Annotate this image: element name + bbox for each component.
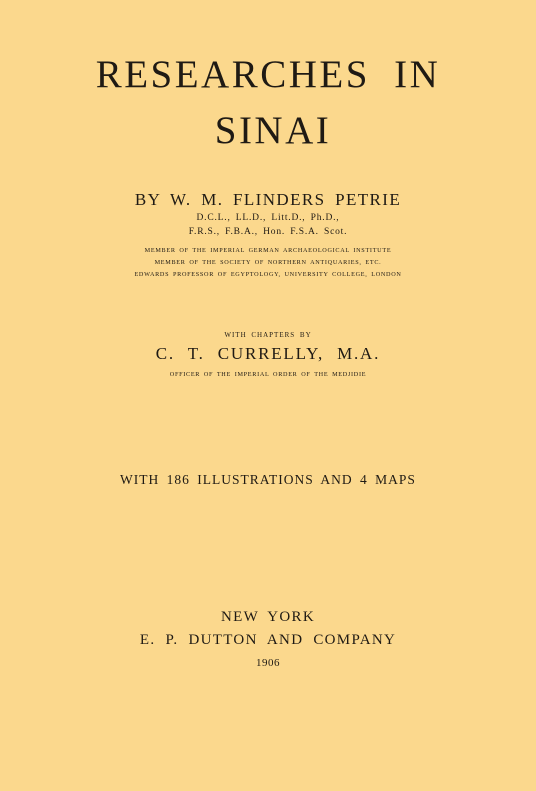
author-name: BY W. M. FLINDERS PETRIE [134,190,402,209]
author-affiliation-2: MEMBER OF THE SOCIETY OF NORTHERN ANTIQUARIES, ETC. [154,259,382,266]
book-title-line-1: RESEARCHES IN [95,53,441,96]
author-degrees-line-2: F.R.S., F.B.A., Hon. F.S.A. Scot. [188,227,348,237]
imprint-year: 1906 [256,657,280,669]
author-affiliation-1: MEMBER OF THE IMPERIAL GERMAN ARCHAEOLOGICAL INSTITUTE [144,247,392,254]
author-affiliation-3: EDWARDS PROFESSOR OF EGYPTOLOGY, UNIVERSITY COLLEGE, LONDON [134,271,402,278]
illustrations-note: WITH 186 ILLUSTRATIONS AND 4 MAPS [120,472,416,487]
imprint-city: NEW YORK [221,609,315,625]
imprint-publisher: E. P. DUTTON AND COMPANY [139,632,397,648]
contributor-intro: WITH CHAPTERS BY [224,331,312,339]
contributor-name: C. T. CURRELLY, M.A. [155,344,381,363]
book-title-line-2: SINAI [214,109,332,152]
author-degrees-line-1: D.C.L., LL.D., Litt.D., Ph.D., [196,213,340,223]
contributor-role: OFFICER OF THE IMPERIAL ORDER OF THE MEDJIDIE [169,371,367,378]
